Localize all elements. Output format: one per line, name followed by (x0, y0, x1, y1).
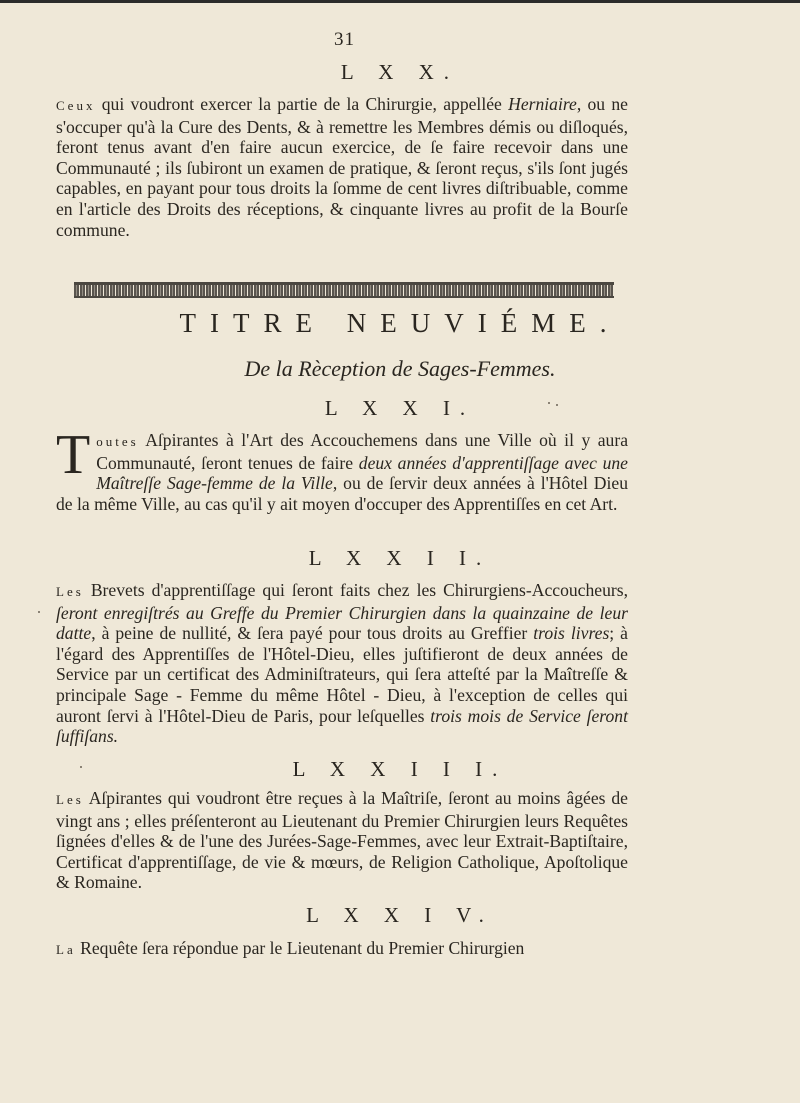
article-number-lxx: L X X. (340, 60, 460, 84)
article-lxxiii-lead: Les (56, 792, 84, 807)
article-lxxii-part1: Brevets d'apprentiſſage qui ſeront faits chez les Chirurgiens-Accoucheurs, (83, 580, 628, 600)
article-lxx-part2: , ou ne s'occuper qu'à la Cure des Dents, & à remettre les Membres démis ou diſloqués, feront tenus avant d'en faire aucun exercice, de ſe faire recevoir dans une Communauté ; ils ſubiront un examen de pratique, & ſeront reçus, s'ils ſont jugés capables, en payant pour tous droits la ſomme de cent livres diſtribuable, comme en l'article des Droits des réceptions, & cinquante livres au profit de la Bourſe commune. (56, 94, 628, 240)
article-lxxiii-part1: Aſpirantes qui voudront être reçues à la Maîtriſe, ſeront au moins âgées de vingt ans ; elles préſenteront au Lieutenant du Premier Chirurgien leurs Requêtes ſignées d'elles & de l'une des Jurées-Sage-Femmes, avec leur Extrait-Baptiſtaire, Certificat d'apprentiſſage, de vie & mœurs, de Religion Catholique, Apoſtolique & Romaine. (56, 788, 628, 893)
article-lxxii-part3: ; à l'égard des Apprentiſſes de l'Hôtel-Dieu, elles juſtifieront de deux années de Service par un certificat des Adminiſtrateurs, qui ſera atteſté par la Maîtreſſe & principale Sage - Femme du même Hôtel - Dieu, à l'exception de celles qui auront ſervi à l'Hôtel-Dieu de Paris, pour leſquelles (56, 623, 628, 726)
paper-speck (80, 766, 82, 768)
article-lxxii-italic1: ſeront enregiſtrés au Greffe du Premier Chirurgien dans la quainzaine de leur datte (56, 602, 628, 644)
paper-speck (556, 404, 558, 406)
chapter-title: TITRE NEUVIÉME. (179, 308, 621, 338)
article-lxx-lead: Ceux (56, 98, 96, 113)
article-lxxiv-text (56, 938, 628, 961)
article-lxxii-part2: , à peine de nullité, & ſera payé pour tous droits au Greffier (91, 623, 534, 644)
article-lxxiii-text (56, 788, 628, 893)
article-lxxi-lead: outes (96, 434, 139, 449)
article-lxxii-italic3: trois mois de Service ſeront ſuffiſans. (56, 705, 628, 747)
paper-speck (38, 611, 40, 613)
chapter-subtitle: De la Rèception de Sages-Femmes. (244, 356, 556, 381)
paper-speck (548, 402, 550, 404)
article-lxxiv-lead: La (56, 942, 76, 957)
article-number-lxxi: L X X I. (324, 396, 476, 420)
article-number-lxxiii: L X X I I I. (292, 757, 508, 781)
article-lxxi-part2: , ou de ſervir deux années à l'Hôtel Dieu de la même Ville, au cas qu'il y ait moyen d'occuper des Apprentiſſes en cet Art. (56, 473, 629, 514)
article-number-lxxiv: L X X I V. (306, 903, 494, 927)
page-number: 31 (334, 29, 355, 50)
article-lxx-text (56, 94, 628, 240)
article-lxxii-italic2: trois livres (533, 623, 610, 644)
article-lxxi-text (56, 424, 629, 514)
article-lxx-italic: Herniaire (508, 94, 577, 114)
drop-cap: T (56, 424, 91, 486)
article-number-lxxii: L X X I I. (308, 546, 492, 570)
article-lxxi-part1: Aſpirantes à l'Art des Accouchemens dans une Ville où il y aura Communauté, ſeront tenues de faire (96, 430, 628, 473)
article-lxxiv-part1: Requête ſera répondue par le Lieutenant du Premier Chirurgien (75, 938, 525, 958)
article-lxxii-text (56, 580, 628, 747)
article-lxxi-italic: deux années d'apprentiſſage avec une Maîtreſſe Sage-femme de la Ville (96, 452, 628, 494)
article-lxxii-lead: Les (56, 584, 84, 599)
ornamental-divider (74, 282, 614, 298)
article-lxx-part1: qui voudront exercer la partie de la Chirurgie, appellée (95, 94, 509, 114)
